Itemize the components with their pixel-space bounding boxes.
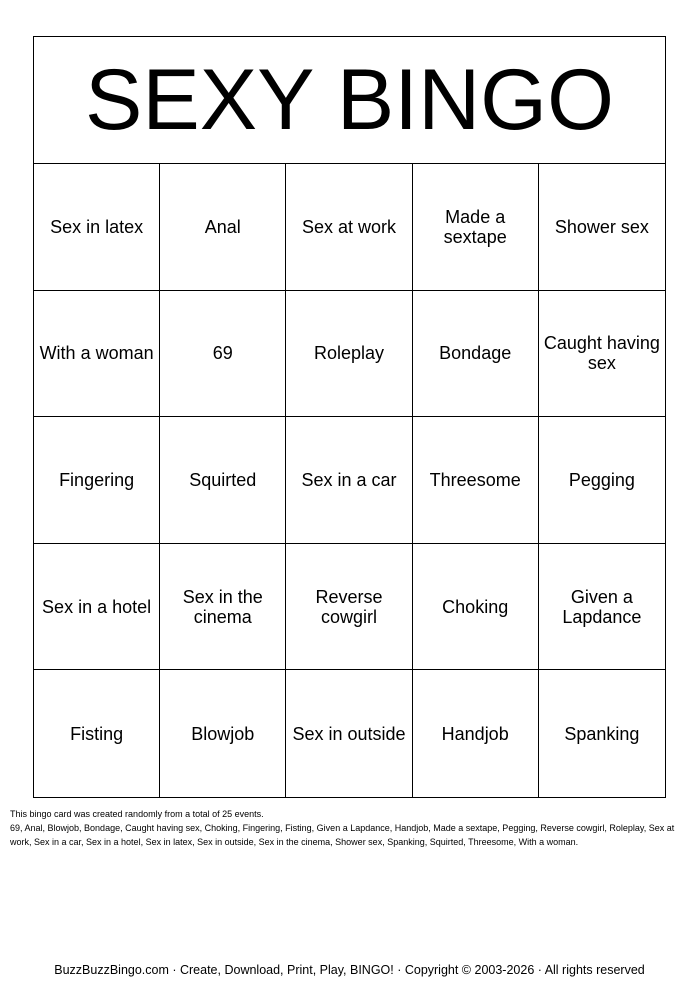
bingo-cell bbox=[160, 417, 286, 544]
page-footer: BuzzBuzzBingo.com · Create, Download, Print, Play, BINGO! · Copyright © 2003-2026 · All rights reserved bbox=[54, 963, 645, 977]
bingo-cell-label: Fisting bbox=[70, 723, 124, 744]
bingo-cell-label: Sex at work bbox=[301, 216, 397, 237]
bingo-cell bbox=[160, 670, 286, 797]
bingo-cell bbox=[34, 670, 160, 797]
bingo-cell-label: Blowjob bbox=[191, 723, 255, 744]
bingo-cell bbox=[286, 164, 412, 291]
bingo-cell bbox=[160, 544, 286, 671]
bingo-cell bbox=[286, 670, 412, 797]
bingo-cell bbox=[539, 164, 665, 291]
bingo-grid bbox=[34, 164, 665, 797]
bingo-cell-label: Pegging bbox=[568, 469, 635, 490]
bingo-cell-label: Handjob bbox=[441, 723, 509, 744]
bingo-cell-label: Anal bbox=[204, 216, 241, 237]
bingo-card bbox=[33, 36, 666, 798]
bingo-cell-label: Fingering bbox=[59, 469, 135, 490]
bingo-cell-label: Bondage bbox=[439, 343, 512, 364]
bingo-cell bbox=[160, 291, 286, 418]
bingo-cell bbox=[34, 544, 160, 671]
bingo-cell bbox=[286, 544, 412, 671]
bingo-cell-label: 69 bbox=[212, 343, 233, 364]
bingo-cell-label: Sex in a car bbox=[301, 469, 397, 490]
bingo-cell bbox=[539, 544, 665, 671]
bingo-cell bbox=[413, 291, 539, 418]
bingo-cell-label: Shower sex bbox=[554, 216, 649, 237]
card-info-events-list: 69, Anal, Blowjob, Bondage, Caught having sex, Choking, Fingering, Fisting, Given a Lapdance, Handjob, Made a sextape, Pegging, Reverse cowgirl, Roleplay, Sex at work, Sex in a car, Sex in a hotel, Sex in latex, Sex in outside, Sex in the cinema, Shower sex, Spanking, Squirted, Threesome, With a woman. bbox=[10, 823, 675, 847]
bingo-cell-label: Reverse cowgirl bbox=[315, 586, 383, 627]
bingo-cell-label: Spanking bbox=[564, 723, 640, 744]
bingo-cell-label: Sex in the cinema bbox=[182, 586, 263, 627]
bingo-cell-label: Threesome bbox=[429, 469, 521, 490]
bingo-cell bbox=[413, 670, 539, 797]
bingo-cell-label: Roleplay bbox=[313, 343, 385, 364]
card-info bbox=[10, 807, 690, 849]
bingo-cell-label: With a woman bbox=[39, 343, 154, 364]
bingo-cell bbox=[413, 417, 539, 544]
card-title: SEXY BINGO bbox=[34, 37, 665, 164]
bingo-cell-label: Sex in latex bbox=[50, 216, 144, 237]
bingo-cell-label: Sex in a hotel bbox=[42, 596, 152, 617]
bingo-cell-label: Choking bbox=[442, 596, 509, 617]
bingo-cell bbox=[539, 291, 665, 418]
bingo-cell-label: Made a sextape bbox=[443, 206, 507, 247]
bingo-cell-label: Squirted bbox=[189, 469, 257, 490]
bingo-cell bbox=[34, 164, 160, 291]
bingo-cell bbox=[160, 164, 286, 291]
card-info-summary: This bingo card was created randomly from a total of 25 events. bbox=[10, 809, 264, 819]
bingo-cell bbox=[286, 291, 412, 418]
bingo-cell bbox=[539, 417, 665, 544]
bingo-cell bbox=[286, 417, 412, 544]
bingo-cell bbox=[34, 417, 160, 544]
bingo-cell bbox=[413, 544, 539, 671]
bingo-cell-label: Caught having sex bbox=[543, 333, 660, 374]
bingo-cell-label: Sex in outside bbox=[292, 723, 406, 744]
bingo-cell bbox=[413, 164, 539, 291]
bingo-cell bbox=[539, 670, 665, 797]
bingo-cell-label: Given a Lapdance bbox=[562, 586, 642, 627]
bingo-cell bbox=[34, 291, 160, 418]
